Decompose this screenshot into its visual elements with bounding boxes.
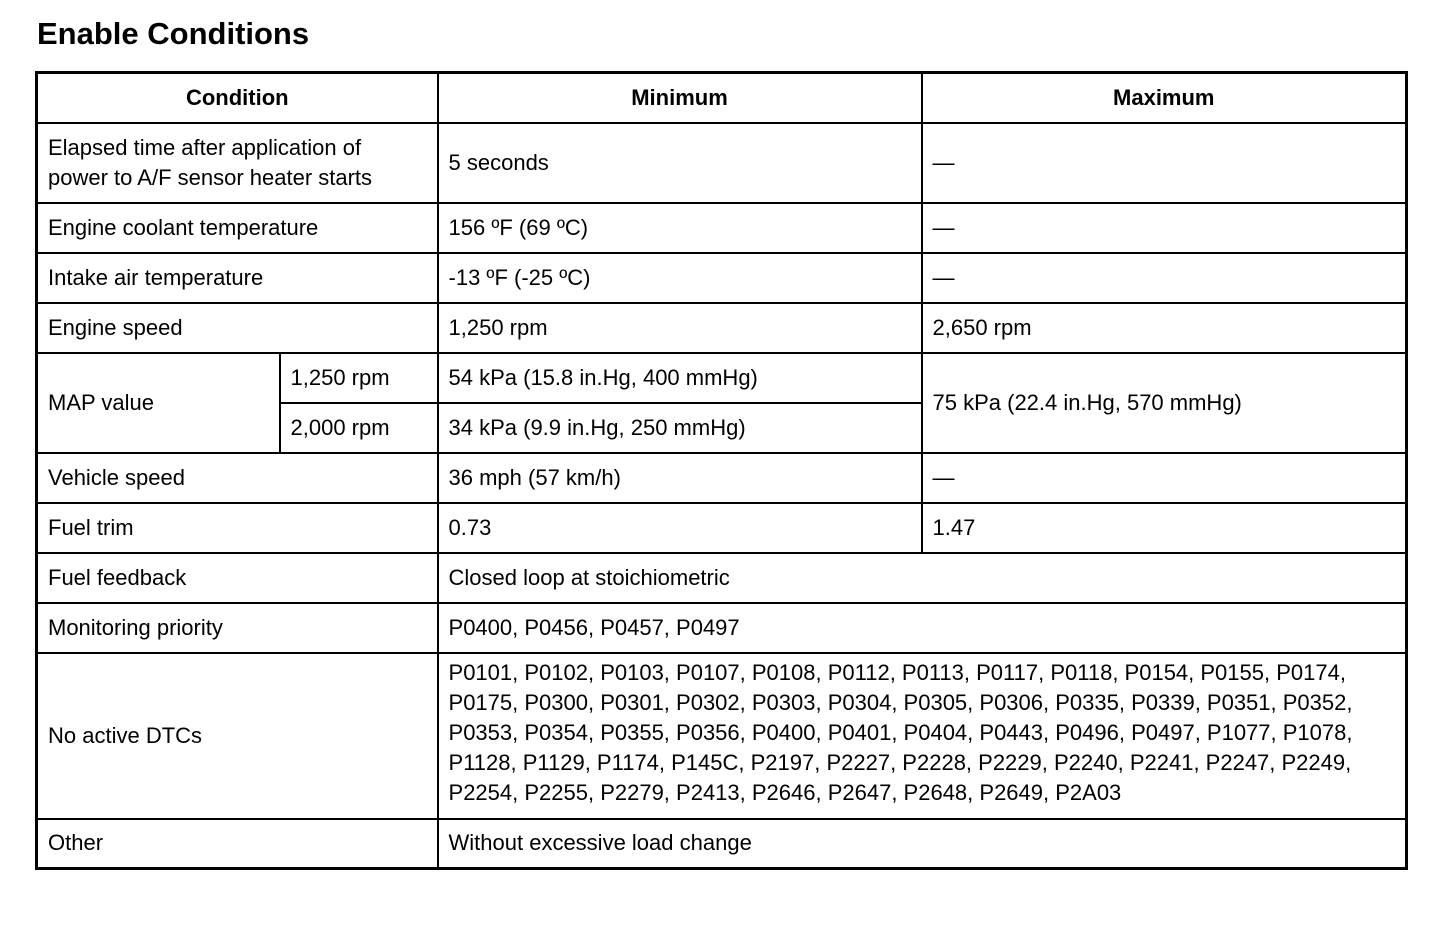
minimum-value: 5 seconds [438, 123, 922, 203]
condition-label: No active DTCs [37, 653, 438, 819]
condition-label: Fuel trim [37, 503, 438, 553]
table-row [37, 123, 1407, 203]
maximum-value: 1.47 [922, 503, 1407, 553]
minimum-value: 1,250 rpm [438, 303, 922, 353]
table-row [37, 553, 1407, 603]
condition-value: P0400, P0456, P0457, P0497 [438, 603, 1407, 653]
map-subcondition: 2,000 rpm [280, 403, 438, 453]
table-row [37, 453, 1407, 503]
header-minimum: Minimum [438, 73, 922, 123]
map-subcondition: 1,250 rpm [280, 353, 438, 403]
table-row [37, 353, 1407, 403]
condition-label: Vehicle speed [37, 453, 438, 503]
table-row [37, 203, 1407, 253]
table-row [37, 253, 1407, 303]
minimum-value: 34 kPa (9.9 in.Hg, 250 mmHg) [438, 403, 922, 453]
header-condition: Condition [37, 73, 438, 123]
table-row [37, 819, 1407, 869]
minimum-value: -13 ºF (-25 ºC) [438, 253, 922, 303]
table-row [37, 603, 1407, 653]
minimum-value: 0.73 [438, 503, 922, 553]
maximum-value: — [922, 203, 1407, 253]
minimum-value: 54 kPa (15.8 in.Hg, 400 mmHg) [438, 353, 922, 403]
condition-label: MAP value [37, 353, 280, 453]
maximum-value: 75 kPa (22.4 in.Hg, 570 mmHg) [922, 353, 1407, 453]
maximum-value: — [922, 253, 1407, 303]
minimum-value: 36 mph (57 km/h) [438, 453, 922, 503]
table-row [37, 503, 1407, 553]
maximum-value: — [922, 123, 1407, 203]
condition-label: Elapsed time after application of power to A/F sensor heater starts [37, 123, 438, 203]
condition-label: Intake air temperature [37, 253, 438, 303]
condition-label: Fuel feedback [37, 553, 438, 603]
condition-value: Closed loop at stoichiometric [438, 553, 1407, 603]
dtc-list: P0101, P0102, P0103, P0107, P0108, P0112, P0113, P0117, P0118, P0154, P0155, P0174, P0175, P0300, P0301, P0302, P0303, P0304, P0305, P0306, P0335, P0339, P0351, P0352, P0353, P0354, P0355, P0356, P0400, P0401, P0404, P0443, P0496, P0497, P1077, P1078, P1128, P1129, P1174, P145C, P2197, P2227, P2228, P2229, P2240, P2241, P2247, P2249, P2254, P2255, P2279, P2413, P2646, P2647, P2648, P2649, P2A03 [438, 653, 1407, 819]
table-row [37, 653, 1407, 819]
condition-label: Engine speed [37, 303, 438, 353]
header-maximum: Maximum [922, 73, 1407, 123]
header-row [37, 73, 1407, 123]
maximum-value: — [922, 453, 1407, 503]
condition-label: Other [37, 819, 438, 869]
page-title: Enable Conditions [37, 16, 310, 51]
condition-value: Without excessive load change [438, 819, 1407, 869]
enable-conditions-table [35, 71, 1408, 870]
minimum-value: 156 ºF (69 ºC) [438, 203, 922, 253]
table-row [37, 303, 1407, 353]
condition-label: Monitoring priority [37, 603, 438, 653]
condition-label: Engine coolant temperature [37, 203, 438, 253]
maximum-value: 2,650 rpm [922, 303, 1407, 353]
